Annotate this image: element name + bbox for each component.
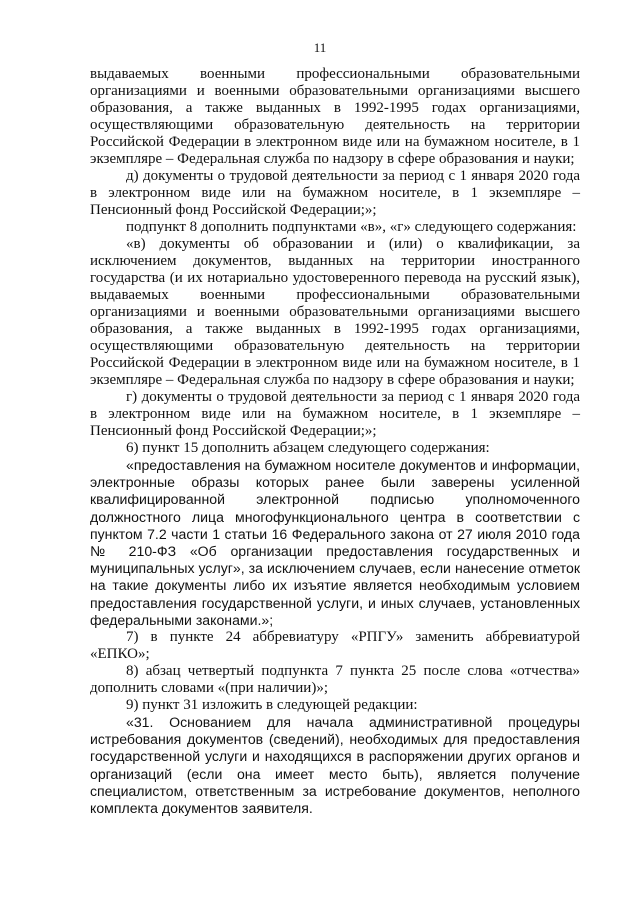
page-number: 11 (313, 40, 327, 55)
paragraph-item-d: д) документы о трудовой деятельности за период с 1 января 2020 года в электронном виде или на бумажном носителе, в 1 экземпляре – Пенсионный фонд Российской Федерации;»; (90, 168, 580, 218)
paragraph-point-8: 8) абзац четвертый подпункта 7 пункта 25 после слова «отчества» дополнить словами «(при наличии)»; (90, 663, 580, 697)
paragraph-point-6: 6) пункт 15 дополнить абзацем следующего содержания: (126, 440, 490, 456)
paragraph-point-31: «31. Основанием для начала административной процедуры истребования документов (сведений), необходимых для предоставления государственной услуги и находящихся в распоряжении других органов и организаций (если она имеет место быть), является получение специалистом, ответственным за истребование документов, неполного комплекта документов заявителя. (90, 714, 580, 817)
document-body (90, 66, 580, 817)
paragraph-item-g: г) документы о трудовой деятельности за период с 1 января 2020 года в электронном виде или на бумажном носителе, в 1 экземпляре – Пенсионный фонд Российской Федерации;»; (90, 389, 580, 439)
paragraph-point-9: 9) пункт 31 изложить в следующей редакции: (126, 697, 418, 714)
paragraph-continuation: выдаваемых военными профессиональными образовательными организациями и военными образовательными организациями высшего образования, а также выданных в 1992-1995 годах организациями, осуществляющими образовательную деятельность на территории Российской Федерации в электронном виде или на бумажном носителе, в 1 экземпляре – Федеральная служба по надзору в сфере образования и науки; (90, 66, 580, 167)
paragraph-quote-provision: «предоставления на бумажном носителе документов и информации, электронные образы которых ранее были заверены усиленной квалифицированной электронной подписью уполномоченного должностного лица многофункционального центра в соответствии с пунктом 7.2 части 1 статьи 16 Федерального закона от 27 июля 2010 года № 210-ФЗ «Об организации предоставления государственных и муниципальных услуг», за исключением случаев, если нанесение отметок на такие документы либо их изъятие является необходимым условием предоставления государственной услуги, и иных случаев, установленных федеральными законами.»; (90, 457, 580, 628)
paragraph-subpoint-8: подпункт 8 дополнить подпунктами «в», «г» следующего содержания: (126, 219, 577, 235)
paragraph-point-7: 7) в пункте 24 аббревиатуру «РПГУ» заменить аббревиатурой «ЕПКО»; (90, 629, 580, 663)
paragraph-item-v: «в) документы об образовании и (или) о квалификации, за исключением документов, выданных на территории иностранного государства (и их нотариально удостоверенного перевода на русский язык), выдаваемых военными профессиональными образовательными организациями и военными образовательными организациями высшего образования, а также выданных в 1992-1995 годах организациями, осуществляющими образовательную деятельность на территории Российской Федерации в электронном виде или на бумажном носителе, в 1 экземпляре – Федеральная служба по надзору в сфере образования и науки; (90, 236, 580, 388)
